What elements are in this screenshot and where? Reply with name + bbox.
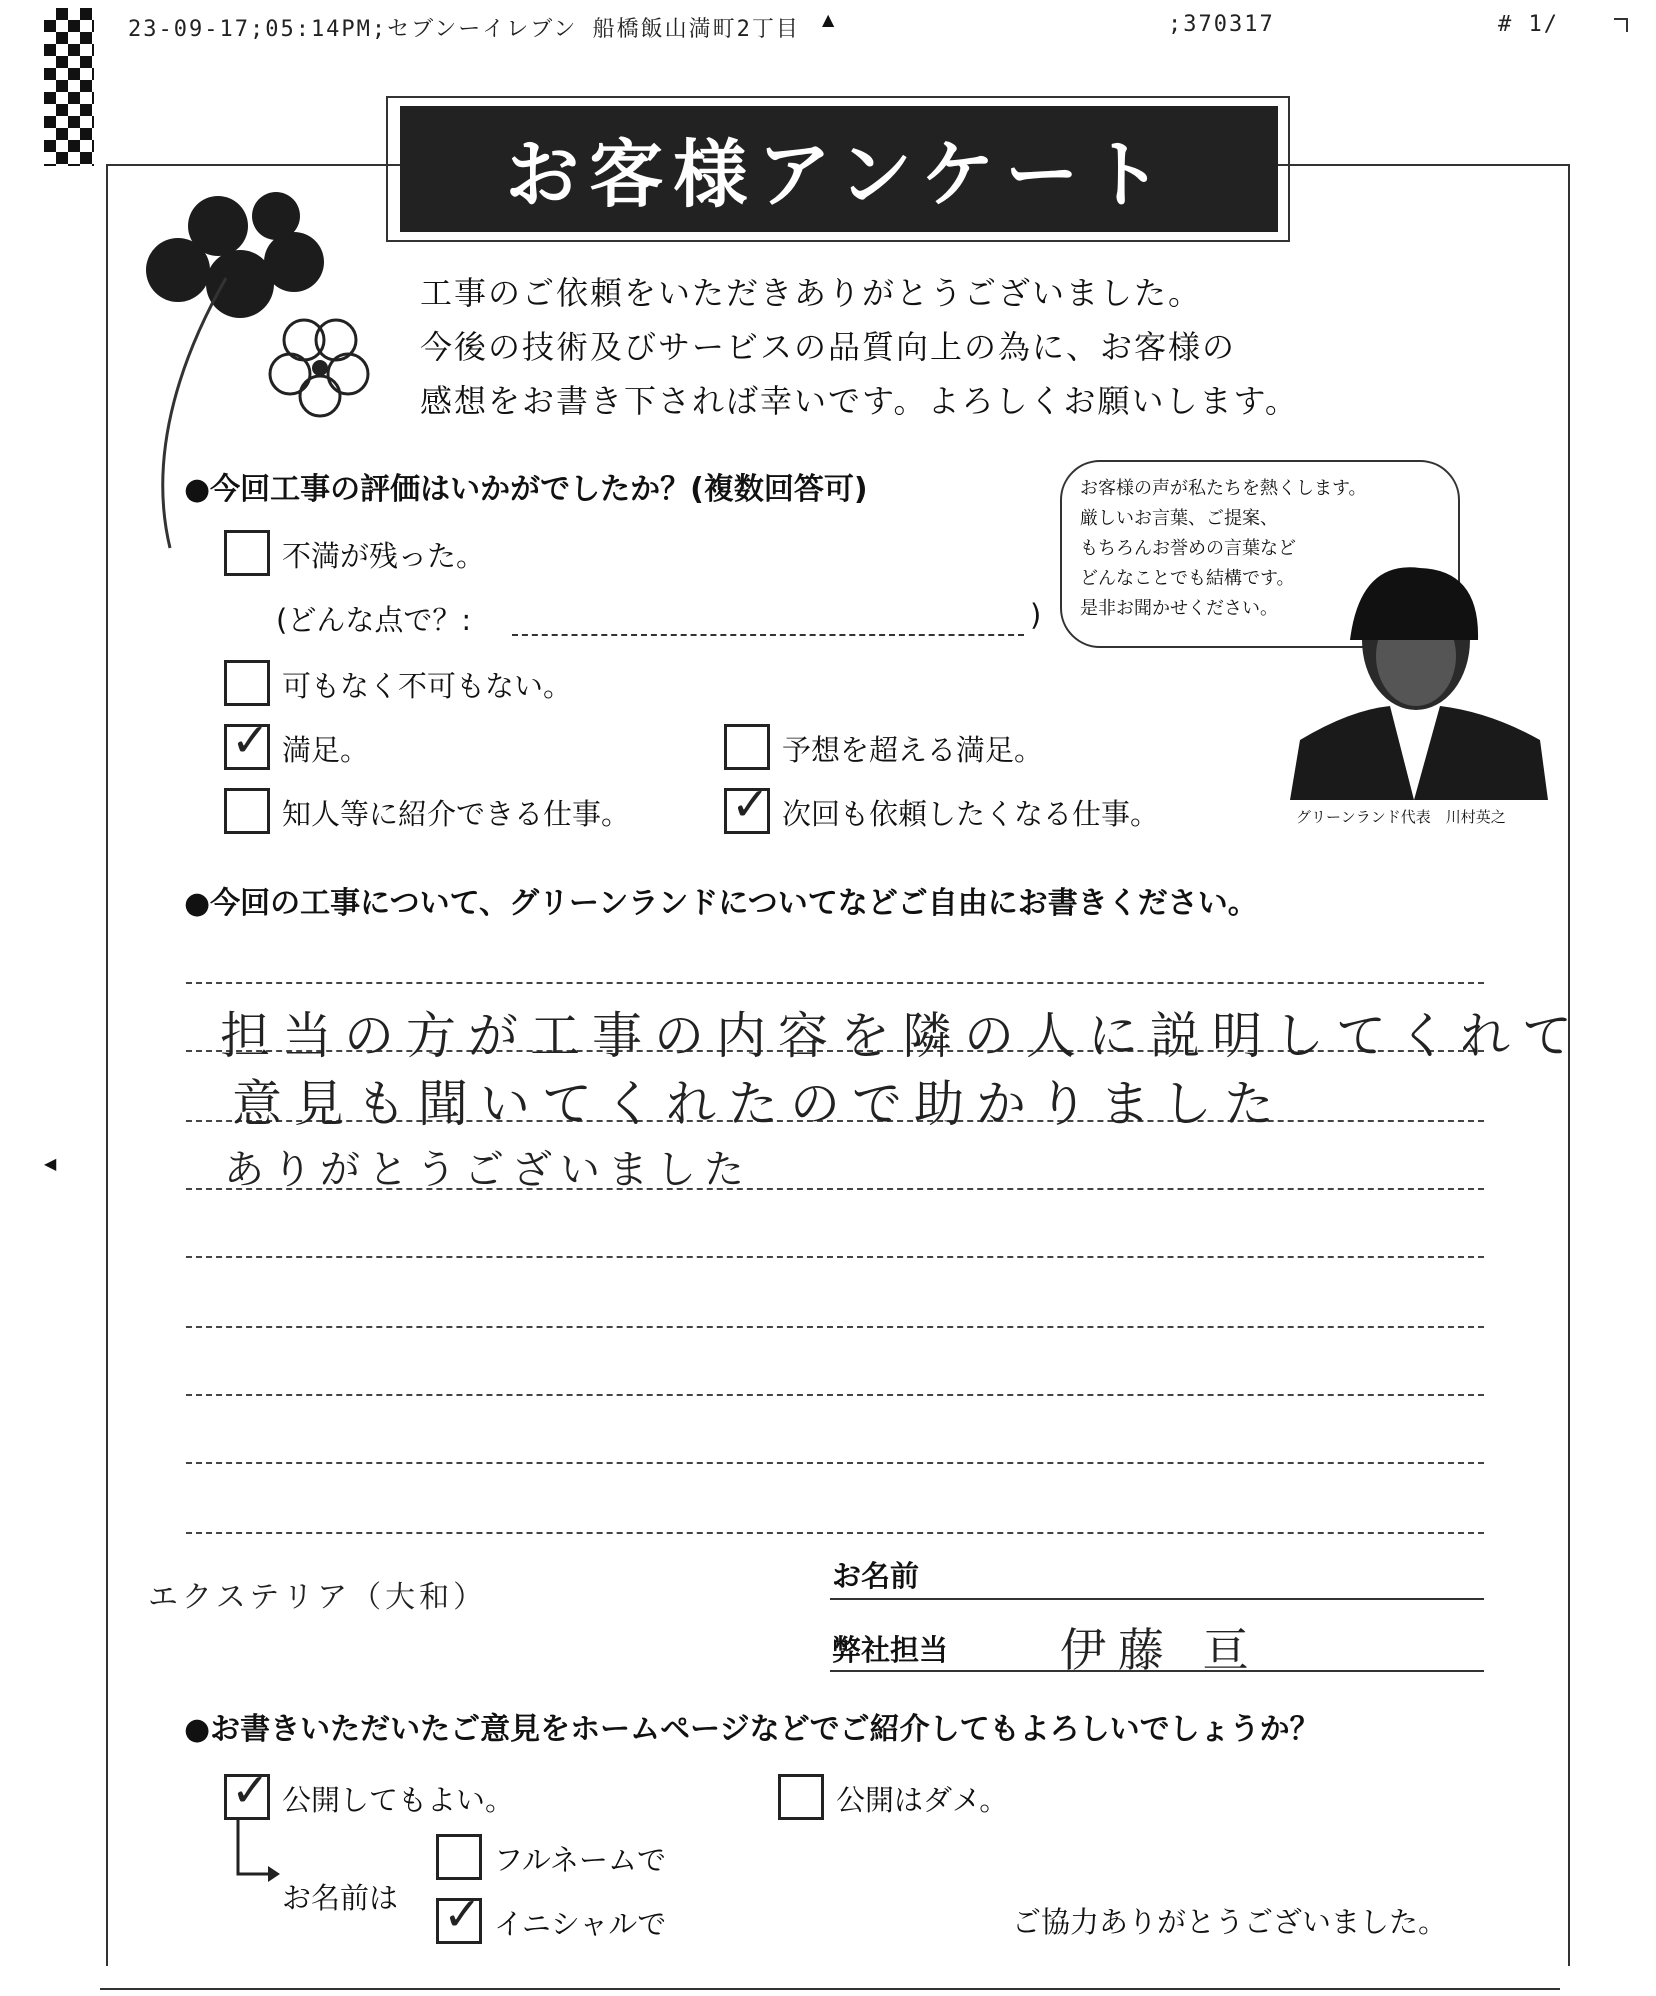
recommend-checkbox[interactable]	[224, 788, 270, 834]
neutral-label: 可もなく不可もない。	[282, 669, 573, 703]
beyond-checkbox[interactable]	[724, 724, 770, 770]
publish-ok-label: 公開してもよい。	[282, 1783, 515, 1817]
write-line-9	[186, 1532, 1484, 1534]
handwritten-line-3: ありがとうございました	[224, 1147, 752, 1193]
name-underline	[830, 1598, 1484, 1600]
section2-heading: ●今回の工事について、グリーンランドについてなどご自由にお書きください。	[184, 886, 1258, 921]
initials-label: イニシャルで	[494, 1907, 667, 1941]
intro-line-3: 感想をお書き下されば幸いです。よろしくお願いします。	[420, 382, 1299, 420]
form-title: お客様アンケート	[400, 106, 1278, 232]
bubble-line: もちろんお誉めの言葉など	[1080, 538, 1296, 559]
fax-header-right: # 1/	[1498, 12, 1559, 37]
bubble-line: お客様の声が私たちを熱くします。	[1080, 478, 1367, 499]
representative-portrait	[1290, 560, 1550, 800]
handwritten-line-2: 意見も聞いてくれたので助かりました	[232, 1075, 1286, 1133]
detail-prompt: (どんな点で？:	[276, 603, 472, 637]
dissatisfied-checkbox[interactable]	[224, 530, 270, 576]
side-triangle-icon: ◀	[44, 1154, 57, 1173]
bottom-edge-line	[100, 1988, 1560, 1990]
again-label: 次回も依頼したくなる仕事。	[782, 797, 1160, 831]
handwritten-line-1: 担当の方が工事の内容を隣の人に説明してくれて	[220, 1007, 1584, 1065]
fax-header-left: 23-09-17;05:14PM;セブンーイレブン 船橋飯山満町2丁目	[128, 17, 800, 42]
publish-ok-checkbox[interactable]	[224, 1774, 270, 1820]
fax-registration-checker	[44, 8, 94, 166]
full-name-label: フルネームで	[494, 1843, 666, 1877]
bubble-line: 是非お聞かせください。	[1080, 598, 1278, 619]
full-name-checkbox[interactable]	[436, 1834, 482, 1880]
section3-heading: ●お書きいただいたご意見をホームページなどでご紹介してもよろしいでしょうか？	[184, 1712, 1320, 1747]
write-line-7	[186, 1394, 1484, 1396]
satisfied-checkbox[interactable]	[224, 724, 270, 770]
write-line-1	[186, 982, 1484, 984]
intro-line-1: 工事のご依頼をいただきありがとうございました。	[420, 274, 1203, 312]
initials-checkbox[interactable]	[436, 1898, 482, 1944]
satisfied-label: 満足。	[282, 733, 370, 767]
name-label: お名前	[832, 1559, 920, 1593]
detail-close: )	[1030, 598, 1042, 632]
staff-value: 伊藤 亘	[1060, 1623, 1261, 1677]
staff-label: 弊社担当	[832, 1633, 949, 1667]
bubble-line: どんなことでも結構です。	[1080, 568, 1295, 589]
name-display-label: お名前は	[282, 1881, 399, 1915]
write-line-5	[186, 1256, 1484, 1258]
publish-no-checkbox[interactable]	[778, 1774, 824, 1820]
arrow-right-icon	[232, 1818, 282, 1888]
triangle-mark-icon: ▲	[822, 10, 835, 29]
again-checkbox[interactable]	[724, 788, 770, 834]
write-line-6	[186, 1326, 1484, 1328]
write-line-8	[186, 1462, 1484, 1464]
bubble-line: 厳しいお言葉、ご提案、	[1080, 508, 1278, 529]
detail-input-line[interactable]	[512, 634, 1024, 636]
corner-mark	[1614, 18, 1628, 32]
thanks-text: ご協力ありがとうございました。	[1012, 1905, 1448, 1939]
fax-header-center: ;370317	[1168, 12, 1275, 37]
section1-heading: ●今回工事の評価はいかがでしたか？(複数回答可)	[184, 472, 868, 507]
staff-underline	[830, 1670, 1484, 1672]
beyond-label: 予想を超える満足。	[782, 733, 1044, 767]
dissatisfied-label: 不満が残った。	[282, 539, 486, 573]
intro-line-2: 今後の技術及びサービスの品質向上の為に、お客様の	[420, 328, 1237, 366]
company-note: エクステリア（大和）	[148, 1580, 488, 1615]
publish-no-label: 公開はダメ。	[836, 1783, 1009, 1817]
representative-caption: グリーンランド代表 川村英之	[1296, 808, 1506, 826]
recommend-label: 知人等に紹介できる仕事。	[282, 797, 631, 831]
neutral-checkbox[interactable]	[224, 660, 270, 706]
